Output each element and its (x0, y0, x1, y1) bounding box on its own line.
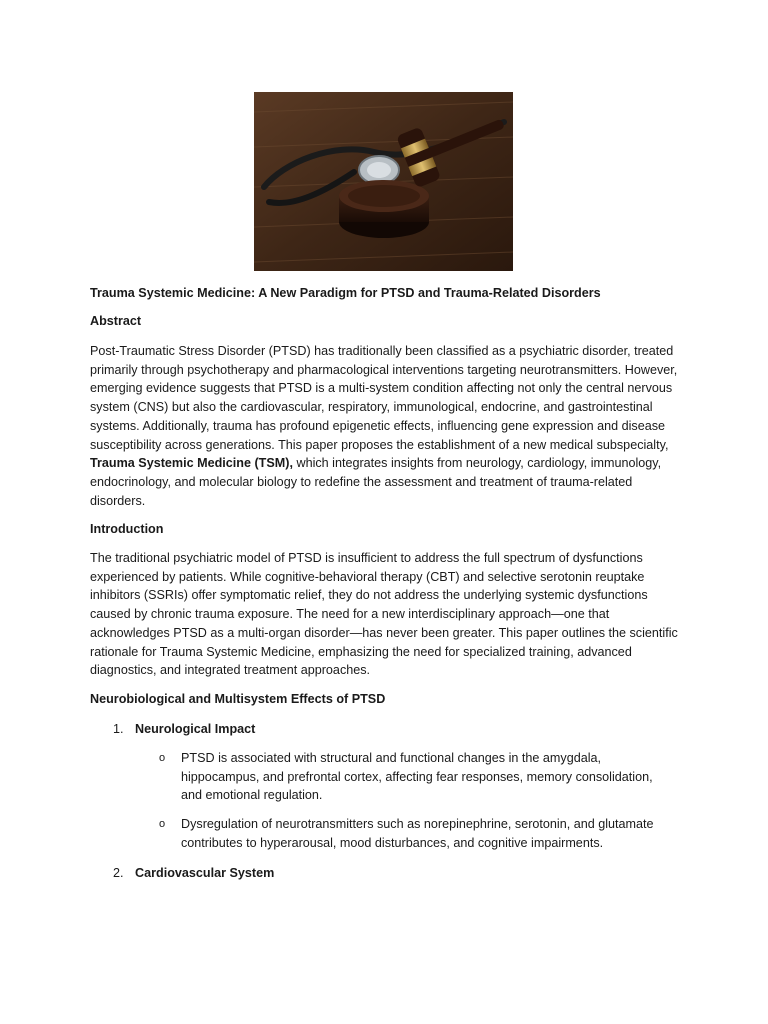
list-number: 2. (113, 866, 124, 880)
bullet-text: Dysregulation of neurotransmitters such as norepinephrine, serotonin, and glutamate contributes to hyperarousal, mood disturbances, and cognitive impairments. (181, 817, 654, 850)
gavel-stethoscope-illustration (254, 92, 513, 271)
bullet-text: PTSD is associated with structural and functional changes in the amygdala, hippocampus, and prefrontal cortex, affecting fear responses, memory consolidation, and emotional regulation. (181, 751, 653, 803)
list-item-cardiovascular (113, 864, 274, 883)
bullet-symbol: o (159, 818, 166, 830)
introduction-heading: Introduction (90, 522, 164, 536)
list-item-label: Cardiovascular System (135, 866, 275, 880)
abstract-paragraph (90, 342, 680, 510)
abstract-text-after: which integrates insights from neurology, cardiology, immunology, endocrinology, and molecular biology to redefine the assessment and treatment of trauma-related disorders. (90, 456, 662, 508)
abstract-heading: Abstract (90, 314, 142, 328)
neurobiological-heading: Neurobiological and Multisystem Effects of PTSD (90, 692, 386, 706)
abstract-text-before: Post-Traumatic Stress Disorder (PTSD) has traditionally been classified as a psychiatric disorder, treated primarily through psychotherapy and pharmacological interventions targeting neurotransmitters. However, emerging evidence suggests that PTSD is a multi-system condition affecting not only the central nervous system (CNS) but also the cardiovascular, respiratory, immunological, endocrine, and gastrointestinal systems. Additionally, trauma has profound epigenetic effects, influencing gene expression and disease susceptibility across generations. This paper proposes the establishment of a new medical subspecialty, (90, 344, 678, 452)
list-item-neurological (113, 720, 255, 739)
list-item-label: Neurological Impact (135, 722, 256, 736)
bullet-symbol: o (159, 752, 166, 764)
list-number: 1. (113, 722, 124, 736)
hero-image (254, 92, 513, 271)
abstract-bold-term: Trauma Systemic Medicine (TSM), (90, 456, 293, 471)
document-title: Trauma Systemic Medicine: A New Paradigm for PTSD and Trauma-Related Disorders (90, 286, 601, 300)
introduction-paragraph: The traditional psychiatric model of PTSD is insufficient to address the full spectrum of dysfunctions experienced by patients. While cognitive-behavioral therapy (CBT) and selective serotonin reuptake inhibitors (SSRIs) offer symptomatic relief, they do not address the underlying systemic dysfunctions caused by chronic trauma exposure. The need for a new interdisciplinary approach—one that acknowledges PTSD as a multi-organ disorder—has never been greater. This paper outlines the scientific rationale for Trauma Systemic Medicine, emphasizing the need for specialized training, advanced diagnostics, and integrated treatment approaches. (90, 551, 678, 678)
